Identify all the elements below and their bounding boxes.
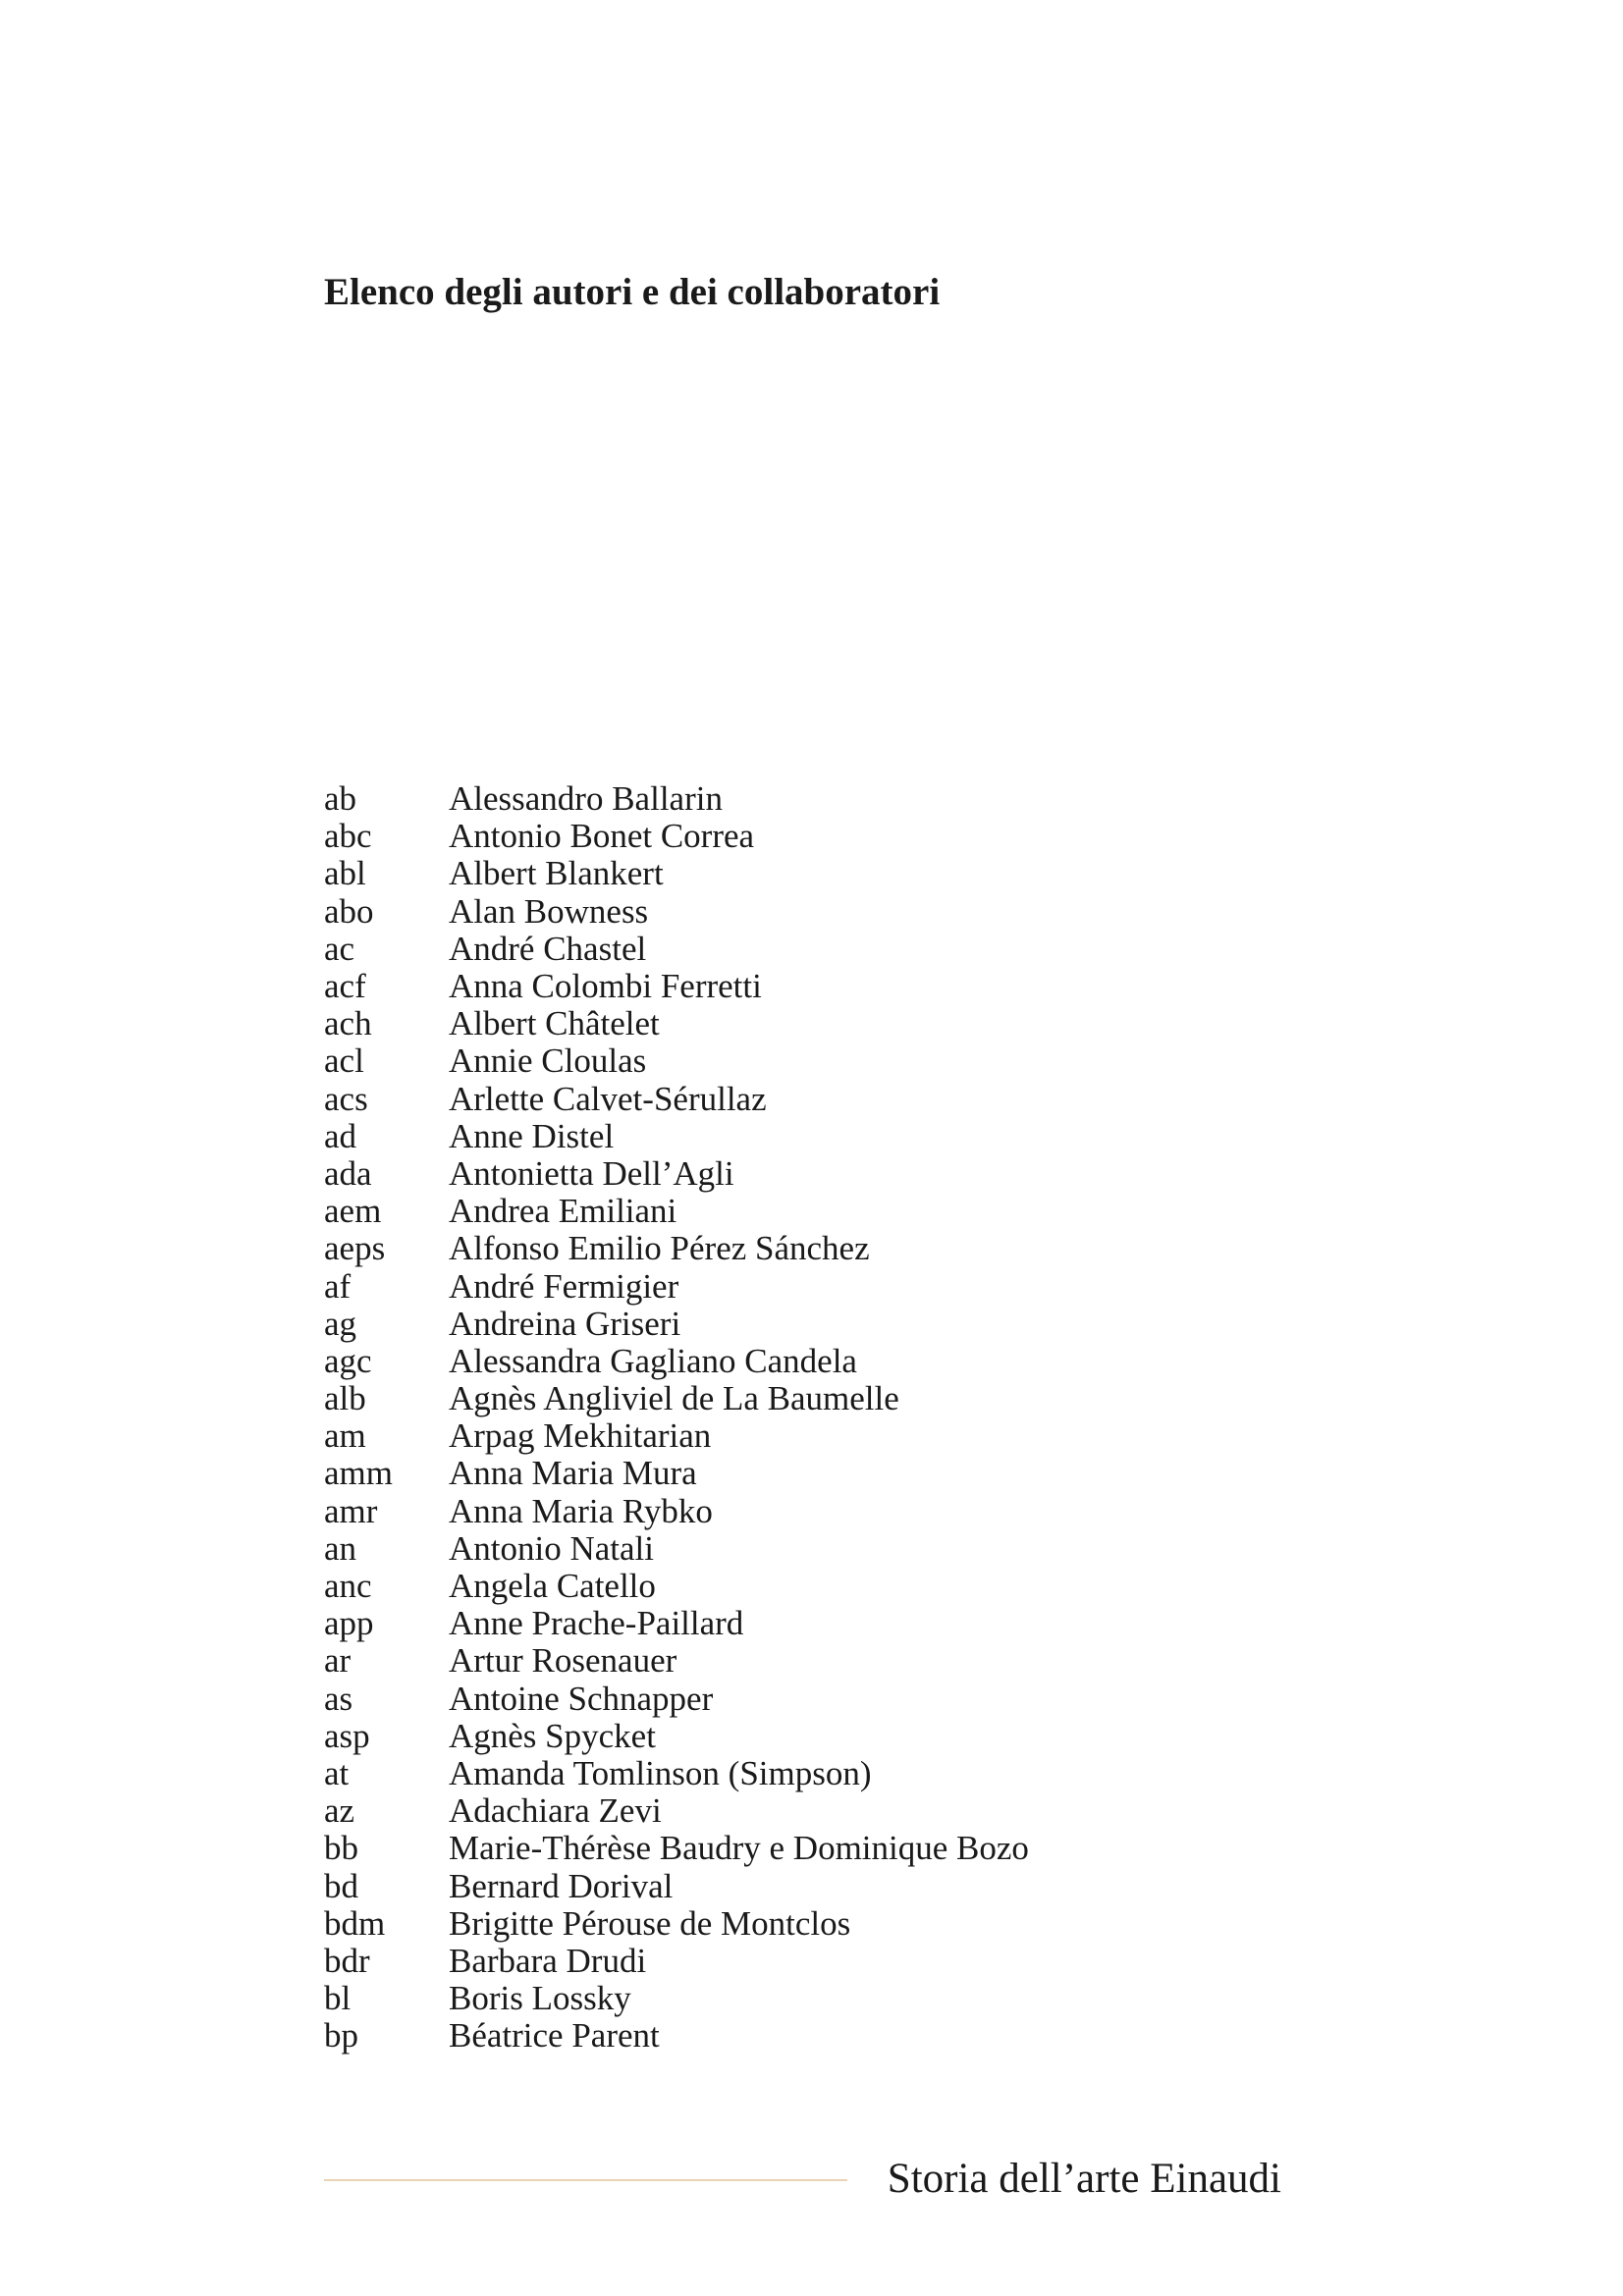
author-name: André Chastel [449, 929, 647, 968]
author-row [324, 2017, 1029, 2055]
author-code: acf [324, 967, 366, 1006]
author-row [324, 1081, 1029, 1118]
author-code: acs [324, 1079, 368, 1118]
author-code: alb [324, 1379, 366, 1418]
page-title: Elenco degli autori e dei collaboratori [324, 271, 941, 313]
author-name: Alessandra Gagliano Candela [449, 1341, 857, 1380]
author-code: at [324, 1753, 350, 1792]
author-row [324, 1755, 1029, 1792]
author-row [324, 931, 1029, 968]
author-name: Anne Prache-Paillard [449, 1604, 744, 1643]
author-name: Antonietta Dell’Agli [449, 1153, 734, 1193]
author-row [324, 1718, 1029, 1755]
author-row [324, 1380, 1029, 1417]
author-code: app [324, 1604, 374, 1643]
author-row [324, 1230, 1029, 1267]
author-name: Adachiara Zevi [449, 1791, 662, 1831]
author-code: abo [324, 891, 374, 931]
author-name: Amanda Tomlinson (Simpson) [449, 1753, 872, 1792]
author-row [324, 1193, 1029, 1230]
author-row [324, 1455, 1029, 1492]
author-code: acl [324, 1041, 364, 1081]
author-name: Anna Maria Rybko [449, 1491, 713, 1530]
author-name: Annie Cloulas [449, 1041, 647, 1081]
author-row [324, 855, 1029, 892]
author-row [324, 1867, 1029, 1904]
author-name: Artur Rosenauer [449, 1641, 677, 1681]
author-row [324, 1005, 1029, 1042]
author-name: Antonio Natali [449, 1528, 654, 1568]
author-row [324, 1642, 1029, 1680]
footer-divider [324, 2179, 847, 2181]
author-name: Marie-Thérèse Baudry e Dominique Bozo [449, 1829, 1029, 1868]
footer-title: Storia dell’arte Einaudi [887, 2156, 1281, 2202]
author-row [324, 1417, 1029, 1455]
author-name: Angela Catello [449, 1567, 656, 1606]
author-row [324, 1493, 1029, 1530]
author-name: Antoine Schnapper [449, 1679, 714, 1718]
author-name: Albert Châtelet [449, 1004, 660, 1043]
author-name: Barbara Drudi [449, 1941, 647, 1980]
author-code: ada [324, 1153, 372, 1193]
author-code: an [324, 1528, 357, 1568]
author-code: ach [324, 1004, 372, 1043]
author-code: ar [324, 1641, 352, 1681]
author-name: Andreina Griseri [449, 1304, 681, 1343]
author-name: André Fermigier [449, 1266, 679, 1306]
author-code: bp [324, 2016, 358, 2056]
author-row [324, 1155, 1029, 1193]
author-row [324, 1605, 1029, 1642]
author-code: abc [324, 817, 372, 856]
author-name: Agnès Angliviel de La Baumelle [449, 1379, 899, 1418]
author-code: abl [324, 854, 366, 893]
author-code: bdr [324, 1941, 370, 1980]
author-code: am [324, 1416, 366, 1456]
author-code: af [324, 1266, 352, 1306]
author-name: Anne Distel [449, 1116, 615, 1155]
author-name: Bernard Dorival [449, 1866, 674, 1905]
author-code: bl [324, 1979, 352, 2018]
author-name: Alfonso Emilio Pérez Sánchez [449, 1229, 870, 1268]
author-name: Béatrice Parent [449, 2016, 660, 2056]
authors-list [324, 780, 1029, 2055]
author-name: Antonio Bonet Correa [449, 817, 755, 856]
author-name: Arpag Mekhitarian [449, 1416, 712, 1456]
author-row [324, 1568, 1029, 1605]
author-row [324, 1905, 1029, 1943]
author-row [324, 1343, 1029, 1380]
author-name: Alan Bowness [449, 891, 649, 931]
author-name: Agnès Spycket [449, 1716, 656, 1755]
author-code: as [324, 1679, 353, 1718]
author-code: bb [324, 1829, 358, 1868]
author-code: ab [324, 779, 357, 819]
author-code: asp [324, 1716, 370, 1755]
author-name: Boris Lossky [449, 1979, 631, 2018]
author-row [324, 1306, 1029, 1343]
author-code: ac [324, 929, 355, 968]
author-name: Andrea Emiliani [449, 1192, 677, 1231]
author-code: amr [324, 1491, 378, 1530]
author-row [324, 893, 1029, 931]
author-row [324, 1792, 1029, 1830]
author-row [324, 968, 1029, 1005]
author-row [324, 1530, 1029, 1568]
author-code: ad [324, 1116, 357, 1155]
author-row [324, 1267, 1029, 1305]
author-row [324, 780, 1029, 818]
author-code: agc [324, 1341, 372, 1380]
author-name: Arlette Calvet-Sérullaz [449, 1079, 767, 1118]
author-name: Anna Maria Mura [449, 1454, 697, 1493]
author-row [324, 818, 1029, 855]
author-row [324, 1042, 1029, 1080]
author-row [324, 1943, 1029, 1980]
author-code: aem [324, 1192, 382, 1231]
author-code: amm [324, 1454, 393, 1493]
author-name: Anna Colombi Ferretti [449, 967, 762, 1006]
author-row [324, 1681, 1029, 1718]
author-name: Brigitte Pérouse de Montclos [449, 1903, 851, 1943]
author-code: anc [324, 1567, 372, 1606]
author-name: Albert Blankert [449, 854, 664, 893]
author-code: ag [324, 1304, 357, 1343]
author-code: az [324, 1791, 355, 1831]
author-name: Alessandro Ballarin [449, 779, 723, 819]
author-row [324, 1980, 1029, 2017]
author-code: bd [324, 1866, 358, 1905]
author-code: aeps [324, 1229, 386, 1268]
author-row [324, 1830, 1029, 1867]
author-row [324, 1118, 1029, 1155]
author-code: bdm [324, 1903, 386, 1943]
